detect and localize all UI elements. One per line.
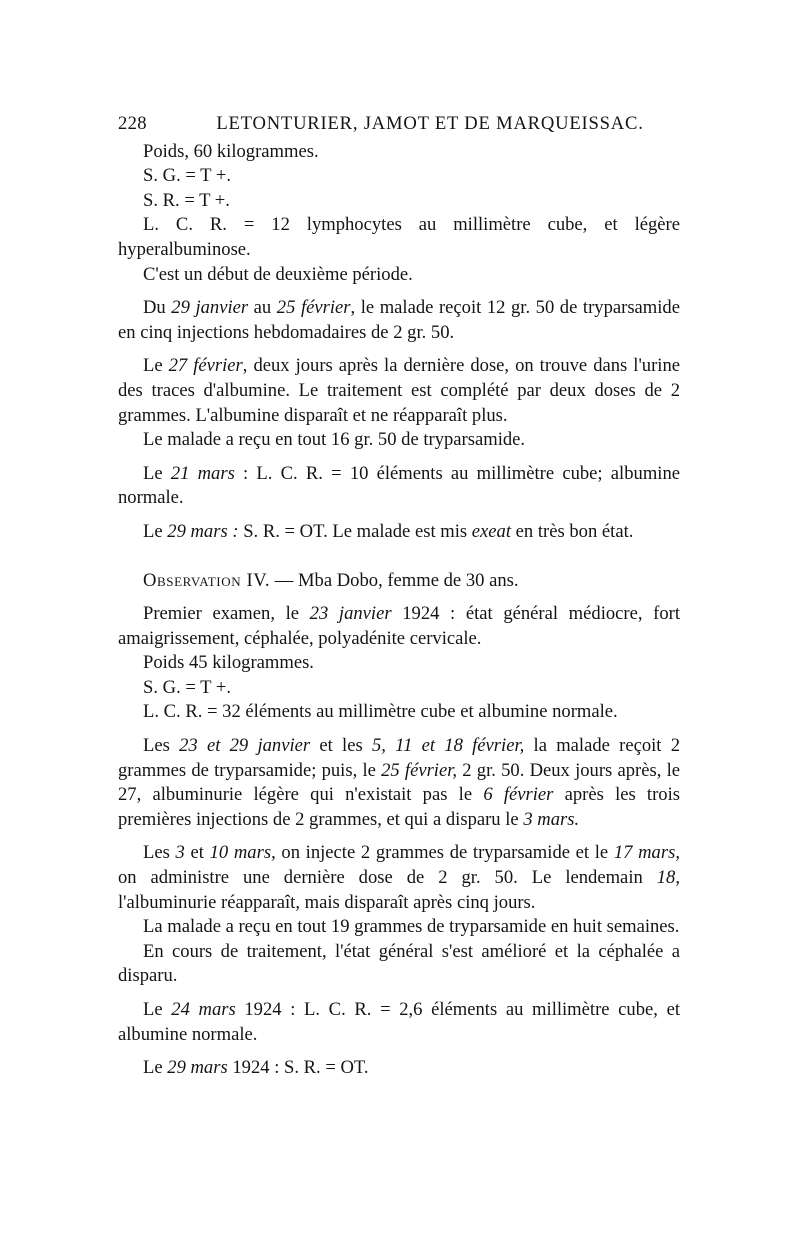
treatment-paragraph: Du 29 janvier au 25 février, le malade reçoit 12 gr. 50 de tryparsamide en cinq injections hebdomadaires de 2 gr. 50. [118, 297, 680, 343]
albumin-paragraph: Le 27 février, deux jours après la dernière dose, on trouve dans l'urine des traces d'albumine. Le traitement est complété par deux doses de 2 grammes. L'albumine disparaît et ne réapparaît plus. [118, 355, 680, 426]
page-header [118, 112, 680, 137]
date-italic: 29 janvier [171, 297, 249, 319]
march-29-paragraph: Le 29 mars 1924 : S. R. = OT. [143, 1057, 369, 1079]
total-dose-line: Le malade a reçu en tout 16 gr. 50 de tryparsamide. [143, 429, 526, 451]
first-exam-paragraph: Premier examen, le 23 janvier 1924 : état général médiocre, fort amaigrissement, céphalée, polyadénite cervicale. [118, 603, 680, 649]
sg-result-line: S. G. = T +. [143, 676, 231, 698]
observation-label: Observation IV. [143, 569, 271, 591]
weight-line: Poids 45 kilogrammes. [143, 652, 314, 674]
lcr-result-line: L. C. R. = 32 éléments au millimètre cube et albumine normale. [143, 701, 618, 723]
sg-result-line: S. G. = T +. [143, 165, 231, 187]
march-injections-paragraph: Les 3 et 10 mars, on injecte 2 grammes de tryparsamide et le 17 mars, on administre une dernière dose de 2 gr. 50. Le lendemain 18, l'albuminurie réapparaît, mais disparaît après cinq jours. [118, 842, 680, 913]
document-page [118, 112, 680, 1081]
weight-line: Poids, 60 kilogrammes. [143, 140, 319, 162]
sr-result-line: S. R. = T +. [143, 189, 230, 211]
date-italic: 27 février [168, 355, 243, 377]
stage-conclusion: C'est un début de deuxième période. [143, 263, 413, 285]
exeat-italic: exeat [471, 520, 512, 542]
date-italic: 29 mars : [167, 520, 239, 542]
injection-schedule-paragraph: Les 23 et 29 janvier et les 5, 11 et 18 février, la malade reçoit 2 grammes de tryparsamide; puis, le 25 février, 2 gr. 50. Deux jours après, le 27, albuminurie légère qui n'existait pas le 6 février après les trois premières injections de 2 grammes, et qui a disparu le 3 mars. [118, 735, 681, 830]
course-paragraph: En cours de traitement, l'état général s'est amélioré et la céphalée a disparu. [118, 940, 680, 987]
date-italic: 23 janvier [309, 603, 392, 625]
date-italic: 24 mars [171, 999, 236, 1020]
page-number: 228 [118, 113, 147, 134]
date-italic: 25 février [276, 297, 351, 319]
date-italic: 29 mars [167, 1057, 228, 1079]
discharge-paragraph: Le 29 mars : S. R. = OT. Le malade est mis exeat en très bon état. [143, 520, 634, 542]
date-italic: 21 mars [170, 462, 235, 484]
observation-heading: Observation IV. — Mba Dobo, femme de 30 ans. [143, 569, 519, 591]
total-dose-paragraph: La malade a reçu en tout 19 grammes de tryparsamide en huit semaines. [143, 916, 680, 938]
running-title: LETONTURIER, JAMOT ET DE MARQUEISSAC. [216, 113, 644, 134]
lcr-result-line: L. C. R. = 12 lymphocytes au millimètre cube, et légère hyperalbuminose. [118, 214, 680, 260]
march-24-paragraph: Le 24 mars 1924 : L. C. R. = 2,6 éléments au millimètre cube, et albumine normale. [118, 999, 680, 1045]
march-21-paragraph: Le 21 mars : L. C. R. = 10 éléments au millimètre cube; albumine normale. [118, 462, 680, 509]
